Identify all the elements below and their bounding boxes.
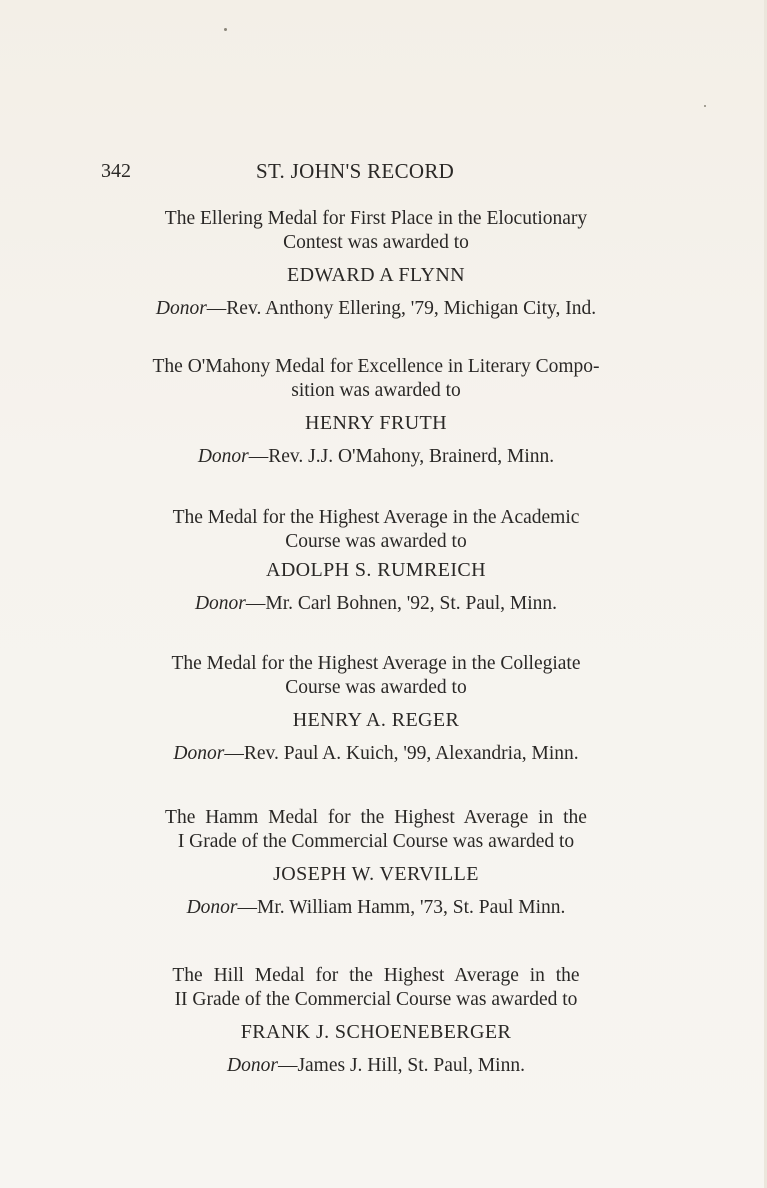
awardee-name: HENRY A. REGER xyxy=(292,709,460,731)
award-entry xyxy=(96,806,656,920)
award-description xyxy=(96,652,656,700)
award-entry xyxy=(96,207,656,321)
description-line: The Hamm Medal for the Highest Average in the xyxy=(165,807,587,828)
donor-label: Donor xyxy=(173,743,225,764)
donor-label: Donor xyxy=(194,593,246,614)
description-line: The Ellering Medal for First Place in the Elocutionary xyxy=(164,208,588,229)
donor-text: —Rev. Paul A. Kuich, '99, Alexandria, Minn. xyxy=(224,743,579,764)
running-head xyxy=(101,156,651,186)
donor-line xyxy=(96,297,656,321)
donor-line xyxy=(96,742,656,766)
award-entry xyxy=(96,355,656,469)
donor-text: —James J. Hill, St. Paul, Minn. xyxy=(277,1055,525,1076)
description-line: The Medal for the Highest Average in the Academic xyxy=(172,507,580,528)
award-description xyxy=(96,207,656,255)
award-entry xyxy=(96,506,656,616)
donor-line xyxy=(96,592,656,616)
paper-speck xyxy=(704,105,706,107)
donor-line xyxy=(96,896,656,920)
donor-label: Donor xyxy=(155,298,207,319)
award-entry xyxy=(96,964,656,1078)
award-description xyxy=(96,806,656,854)
description-line: The Hill Medal for the Highest Average in the xyxy=(172,965,580,986)
donor-text: —Rev. Anthony Ellering, '79, Michigan City, Ind. xyxy=(206,298,597,319)
awardee-name: HENRY FRUTH xyxy=(304,412,447,434)
donor-text: —Rev. J.J. O'Mahony, Brainerd, Minn. xyxy=(248,446,555,467)
award-description xyxy=(96,355,656,403)
award-description xyxy=(96,506,656,554)
donor-label: Donor xyxy=(227,1055,278,1076)
page-number: 342 xyxy=(101,160,131,182)
award-entry xyxy=(96,652,656,766)
awardee-name: EDWARD A FLYNN xyxy=(286,264,466,286)
description-line: Course was awarded to xyxy=(285,531,467,552)
donor-line xyxy=(96,1054,656,1078)
description-line: The Medal for the Highest Average in the Collegiate xyxy=(171,653,581,674)
description-line: The O'Mahony Medal for Excellence in Literary Compo- xyxy=(152,356,600,377)
description-line: Course was awarded to xyxy=(285,677,467,698)
award-description xyxy=(96,964,656,1012)
description-line: sition was awarded to xyxy=(291,380,461,401)
donor-text: —Mr. William Hamm, '73, St. Paul Minn. xyxy=(237,897,566,918)
donor-label: Donor xyxy=(186,897,238,918)
donor-line xyxy=(96,445,656,469)
paper-speck xyxy=(224,28,227,31)
awardee-name: JOSEPH W. VERVILLE xyxy=(273,863,479,885)
description-line: Contest was awarded to xyxy=(283,232,469,253)
journal-title: ST. JOHN'S RECORD xyxy=(256,159,455,183)
awardee-name: ADOLPH S. RUMREICH xyxy=(265,559,486,581)
donor-label: Donor xyxy=(197,446,249,467)
awardee-name: FRANK J. SCHOENEBERGER xyxy=(240,1021,512,1043)
description-line: II Grade of the Commercial Course was awarded to xyxy=(174,989,578,1010)
donor-text: —Mr. Carl Bohnen, '92, St. Paul, Minn. xyxy=(245,593,558,614)
description-line: I Grade of the Commercial Course was awarded to xyxy=(177,831,575,852)
